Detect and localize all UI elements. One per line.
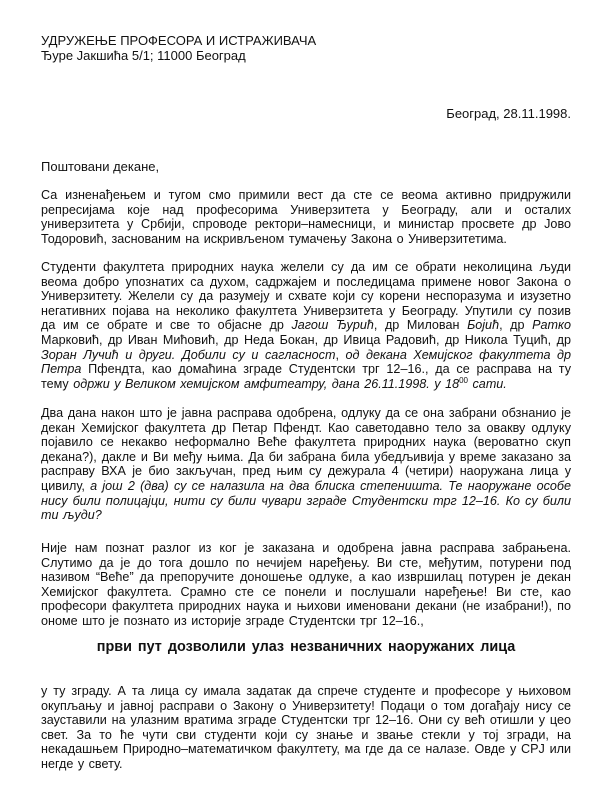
letterhead xyxy=(41,33,316,63)
organization-address: Ђуре Јакшића 5/1; 11000 Београд xyxy=(41,48,246,63)
italic-text: од декана Хемијског факултета др Петра xyxy=(41,347,572,377)
paragraph-5: у ту зграду. А та лица су имала задатак да спрече студенте и професоре у њиховом окупљању и јавној расправи о Закону о Универзитету! Подаци о том догађају нису се зауставили на улазним вратима зграде Студентски трг 12–16. Они су већ отишли у цео свет. За то ће чути сви студенти који су знање и звање стекли у тој згради, на некадашњем Природно–математичком факултету, ма где да се налазе. Овде у СРЈ или негде у свету. xyxy=(41,684,571,771)
italic-text: сати. xyxy=(468,376,507,391)
time-superscript: 00 xyxy=(459,375,469,385)
salutation: Поштовани декане, xyxy=(41,159,160,174)
text-fragment: Марковић, др Иван Мићовић, др Неда Бокан, др Ивица Радовић, др Никола Туцић, др xyxy=(41,332,571,347)
italic-text: а још 2 (два) су се налазила на два блиска степеништа. Те наоружане особе нису били полицајци, нити су били чувари зграде Студентски трг 12–16. Ко су били ти људи? xyxy=(41,478,571,523)
paragraph-1: Са изненађењем и тугом смо примили вест да сте се веома активно придружили репресијама које над професорима Универзитета у Београду, али и осталих универзитета у Србији, спроводе ректори–намесници, и министар просвете др Јово Тодоровић, заснованим на искривљеном тумачењу Закона о Универзитетима. xyxy=(41,188,571,246)
letter-date: Београд, 28.11.1998. xyxy=(446,106,571,121)
paragraph-2-text: Студенти факултета природних наука желели су да им се обрати неколицина људи веома добро упознатих са духом, садржајем и последицама примене новог Закона о Универзитету. Желели су да разумеју и схвате који су корени неспоразума и изузетно негативних појава на неколико факултета Универзитета у Београду. Упутили су позив да им се обрате и све то објасне др xyxy=(41,260,571,333)
emphasized-headline: први пут дозволили улаз незваничних наоружаних лица xyxy=(96,639,516,655)
paragraph-2 xyxy=(41,260,571,391)
text-fragment: , xyxy=(335,347,346,362)
organization-name: УДРУЖЕЊЕ ПРОФЕСОРА И ИСТРАЖИВАЧА xyxy=(41,33,317,48)
name-italic: Јагош Ђурић xyxy=(291,318,374,333)
paragraph-3 xyxy=(41,406,571,523)
paragraph-4: Није нам познат разлог из ког је заказана и одобрена јавна расправа забрањена. Слутимо да је до тога дошло по нечијем наређењу. Ви сте, међутим, потурени под називом “Веће” да препоручите доношење одлуке, а као извршилац потурен је декан Хемијског факултета. Срамно сте се понели и послушали наређење! Ви сте, као професори факултета природних наука и њихови именовани декани (не изабрани!), по ономе што је познато из историје зграде Студентски трг 12–16., xyxy=(41,541,571,628)
name-italic: Ратко xyxy=(532,318,571,333)
italic-text: Зоран Лучић и други. Добили су и сагласност xyxy=(41,347,336,362)
text-fragment: , др Милован xyxy=(373,318,468,333)
name-italic: Бојић xyxy=(467,318,500,333)
paragraph-3-text: Два дана након што је јавна расправа одобрена, одлуку да се она забрани обзнанио је декан Хемијског факултета др Петар Пфендт. Као саветодавно тело за овакву одлуку појавило се некакво неформално Веће факултета природних наука (вероватно скуп декана?), дакле и Ви међу њима. Да би забрана била убедљивија у време заказано за расправу ВХА је био закључан, пред њим су дежурала 4 (четири) наоружана лица у цивилу, xyxy=(41,406,571,493)
italic-text: одржи у Великом хемијском амфитеатру, дана 26.11.1998. у 18 xyxy=(73,376,460,391)
text-fragment: , др xyxy=(499,318,533,333)
text-fragment: Пфендта, као домаћина зграде Студентски трг 12–16., да се расправа на ту тему xyxy=(41,362,571,391)
